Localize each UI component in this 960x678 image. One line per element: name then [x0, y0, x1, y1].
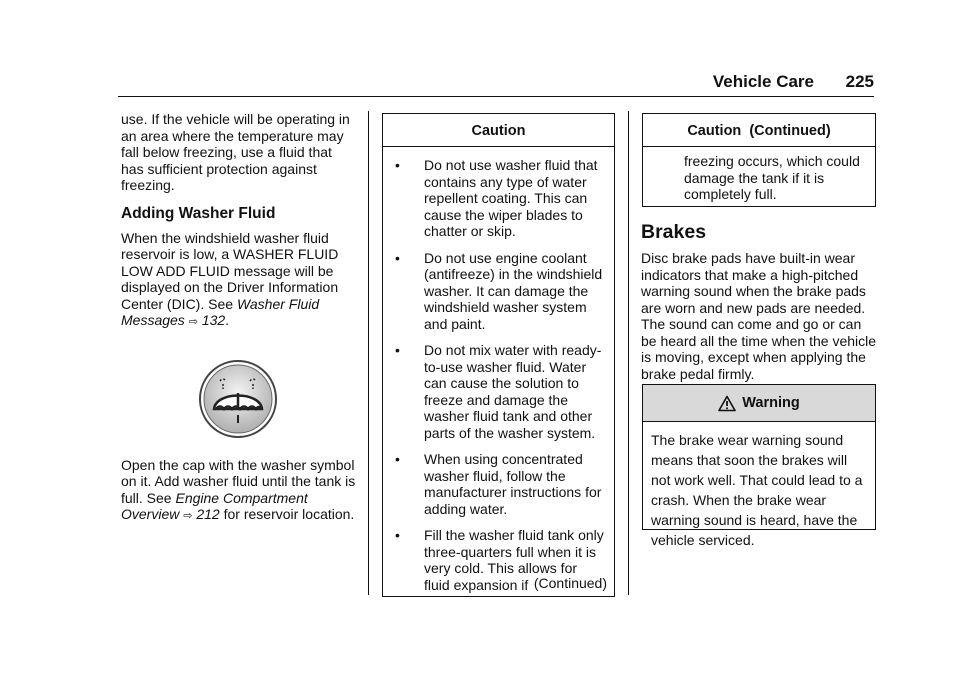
- caution-item: [395, 451, 606, 517]
- bullet-icon: •: [395, 451, 400, 467]
- brakes-heading: Brakes: [641, 221, 707, 243]
- page-ref-212[interactable]: 212: [196, 506, 220, 522]
- engine-compartment-overview-link[interactable]: Engine Compartment Overview: [121, 489, 308, 522]
- caution-continued-box: [642, 113, 876, 207]
- intro-paragraph: use. If the vehicle will be operating in an area where the temperature may fall below freezing, use a fluid that has sufficient protection against freezing.: [121, 111, 350, 193]
- paragraph-text: When the windshield washer fluid reservoir is low, a WASHER FLUID LOW ADD FLUID message will be displayed on the Driver Information Center (DIC). See: [121, 229, 339, 312]
- paragraph-end: .: [225, 312, 230, 328]
- bullet-icon: •: [395, 157, 400, 173]
- page-number: 225: [845, 72, 874, 91]
- caution-item-text: Fill the washer fluid tank only three-quarters full when it is very cold. This allows for fluid expansion if: [424, 527, 604, 593]
- caution-continued-text: freezing occurs, which could damage the tank if it is completely full.: [684, 153, 860, 202]
- caution-item: [395, 157, 606, 240]
- warning-header: [643, 385, 875, 422]
- section-title: Vehicle Care: [712, 72, 814, 91]
- caution-item-text: Do not use engine coolant (antifreeze) in the windshield washer. It can damage the windshield washer system and paint.: [424, 249, 603, 332]
- bullet-icon: •: [395, 249, 400, 266]
- caution-item: [395, 342, 606, 441]
- caution-item-text: Do not use washer fluid that contains any type of water repellent coating. This can cause the wiper blades to chatter or skip.: [424, 157, 598, 239]
- page-header: [0, 58, 960, 98]
- warning-text: The brake wear warning sound means that soon the brakes will not work well. That could lead to a crash. When the brake wear warning sound is heard, have the vehicle serviced.: [651, 432, 863, 548]
- warning-box: [642, 384, 876, 548]
- bullet-icon: •: [395, 527, 400, 543]
- caution-item-text: Do not mix water with ready-to-use washer fluid. Water can cause the solution to freeze and damage the washer fluid tank and other parts of the washer system.: [424, 342, 602, 441]
- paragraph-end: for reservoir location.: [219, 506, 355, 522]
- open-cap-paragraph: [121, 457, 357, 525]
- caution-continued-title: Caution (Continued): [643, 114, 875, 147]
- column-1: [121, 111, 357, 525]
- brakes-section: [641, 221, 877, 382]
- page-ref-132[interactable]: 132: [201, 312, 226, 328]
- washer-fluid-icon: [198, 359, 278, 439]
- warning-title: Warning: [742, 395, 800, 411]
- caution-title: Caution: [383, 114, 614, 147]
- caution-item: [395, 250, 606, 333]
- caution-item-text: When using concentrated washer fluid, follow the manufacturer instructions for adding water.: [424, 451, 602, 517]
- paragraph-text: Open the cap with the washer symbol on it. Add washer fluid until the tank is full. See: [121, 456, 356, 506]
- washer-low-paragraph: [121, 230, 357, 331]
- caution-list: [383, 147, 614, 593]
- column-divider-2: [628, 111, 629, 595]
- caution-box: [382, 113, 615, 597]
- page-ref-arrow-icon: ⇨: [183, 510, 193, 522]
- warning-triangle-icon: [718, 395, 736, 412]
- washer-fluid-messages-link[interactable]: Washer Fluid Messages: [121, 295, 320, 328]
- brakes-paragraph: Disc brake pads have built-in wear indicators that make a high-pitched warning sound when the brake pads are worn and new pads are needed. The sound can come and go or can be heard all the time when the vehicle is moving, except when applying the brake pedal firmly.: [641, 250, 877, 382]
- continued-label: (Continued): [533, 575, 607, 591]
- page-ref-arrow-icon: ⇨: [188, 316, 198, 328]
- column-divider-1: [368, 111, 369, 595]
- header-rule: [118, 96, 874, 97]
- adding-washer-fluid-heading: Adding Washer Fluid: [121, 204, 276, 222]
- bullet-icon: •: [395, 342, 400, 358]
